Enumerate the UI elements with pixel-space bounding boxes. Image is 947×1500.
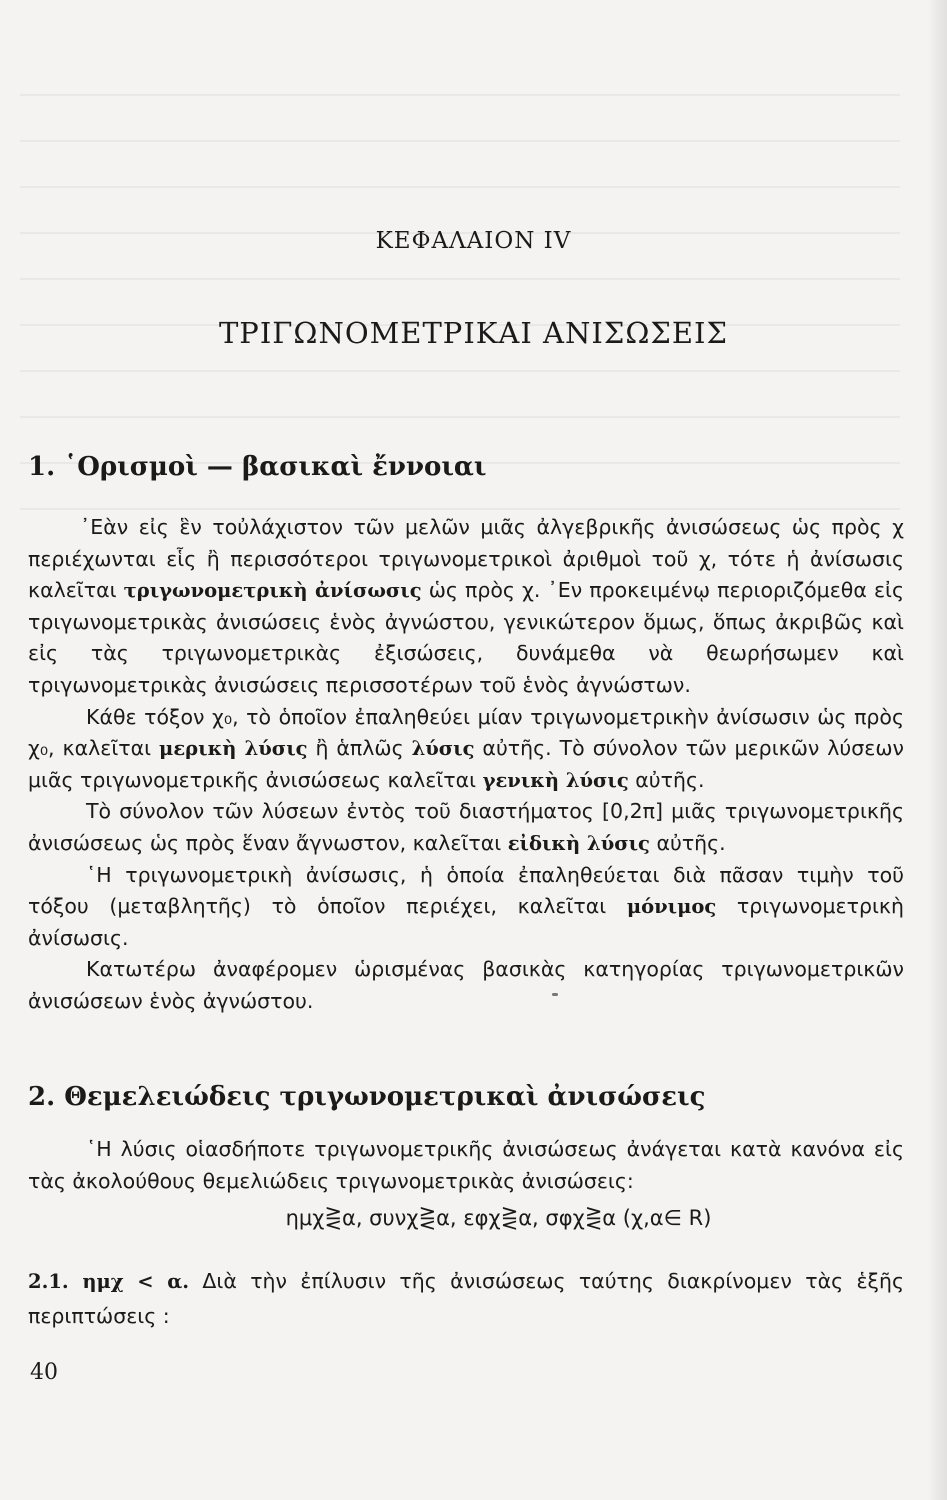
paragraph-5: Κατωτέρω ἀναφέρομεν ὡρισμένας βασικὰς κατηγορίας τριγωνομετρικῶν ἀνισώσεων ἑνὸς ἀγνώστου. — [28, 957, 904, 1013]
paragraph-4: ῾Η τριγωνομετρικὴ ἀνίσωσις, ἡ ὁποία ἐπαληθεύεται διὰ πᾶσαν τιμὴν τοῦ τόξου (μεταβλητῆς) τὸ ὁποῖον περιέχει, καλεῖται μόνιμος τριγωνομετρικὴ ἀνίσωσις. — [28, 862, 904, 950]
paragraph-2: Κάθε τόξον χ₀, τὸ ὁποῖον ἐπαληθεύει μίαν τριγωνομετρικὴν ἀνίσωσιν ὡς πρὸς χ₀, καλεῖται μερικὴ λύσις ἢ ἁπλῶς λύσις αὐτῆς. Τὸ σύνολον τῶν μερικῶν λύσεων μιᾶς τριγωνομετρικῆς ἀνισώσεως καλεῖται γενικὴ λύσις αὐτῆς. — [28, 704, 904, 792]
section-1-body — [28, 512, 904, 1018]
bleed-through-text — [20, 60, 900, 520]
page-number: 40 — [30, 1360, 58, 1385]
section-2-heading: 2. Θεμελειώδεις τριγωνομετρικαὶ ἀνισώσεις — [28, 1082, 706, 1112]
paragraph-1: ᾿Εὰν εἰς ἓν τοὐλάχιστον τῶν μελῶν μιᾶς ἀλγεβρικῆς ἀνισώσεως ὡς πρὸς χ περιέχωνται εἷς ἢ περισσότεροι τριγωνομετρικοὶ ἀριθμοὶ τοῦ χ, τότε ἡ ἀνίσωσις καλεῖται τριγωνομετρικὴ ἀνίσωσις ὡς πρὸς χ. ᾿Εν προκειμένῳ περιοριζόμεθα εἰς τριγωνομετρικὰς ἀνισώσεις ἑνὸς ἀγνώστου, γενικώτερον ὅμως, ὅπως ἀκριβῶς καὶ εἰς τὰς τριγωνομετρικὰς ἐξισώσεις, δυνάμεθα νὰ θεωρήσωμεν καὶ τριγωνομετρικὰς ἀνισώσεις περισσοτέρων τοῦ ἑνὸς ἀγνώστων. — [28, 515, 905, 697]
term-permanent: μόνιμος — [626, 895, 717, 919]
term-general-solution: γενικὴ λύσις — [482, 768, 629, 792]
subsection-label: 2.1. ημχ < α. — [28, 1270, 190, 1293]
page-gutter-shadow — [927, 0, 947, 1500]
term-trig-inequality: τριγωνομετρικὴ ἀνίσωσις — [123, 579, 422, 603]
paragraph-3: Τὸ σύνολον τῶν λύσεων ἐντὸς τοῦ διαστήματος [0,2π] μιᾶς τριγωνομετρικῆς ἀνισώσεως ὡς πρὸς ἕναν ἄγνωστον, καλεῖται εἰδικὴ λύσις αὐτῆς. — [28, 799, 904, 855]
term-solution: λύσις — [411, 737, 475, 761]
fundamental-inequalities-formula: ημχ⋛α, συνχ⋛α, εφχ⋛α, σφχ⋛α (χ,α∈ R) — [285, 1206, 712, 1230]
ink-speck — [552, 993, 558, 996]
subsection-2-1: 2.1. ημχ < α. Διὰ τὴν ἐπίλυσιν τῆς ἀνισώσεως ταύτης διακρίνομεν τὰς ἑξῆς περιπτώσεις : — [28, 1269, 904, 1328]
term-partial-solution: μερικὴ λύσις — [159, 737, 308, 761]
chapter-label: ΚΕΦΑΛΑΙΟΝ IV — [375, 228, 572, 254]
paragraph-6: ῾Η λύσις οἱασδήποτε τριγωνομετρικῆς ἀνισώσεως ἀνάγεται κατὰ κανόνα εἰς τὰς ἀκολούθους θεμελιώδεις τριγωνομετρικὰς ἀνισώσεις: — [28, 1137, 904, 1193]
section-2-body — [28, 1134, 904, 1197]
chapter-title: ΤΡΙΓΩΝΟΜΕΤΡΙΚΑΙ ΑΝΙΣΩΣΕΙΣ — [218, 316, 729, 350]
section-1-heading: 1. ῾Ορισμοὶ — βασικαὶ ἔννοιαι — [28, 452, 487, 482]
term-special-solution: εἰδικὴ λύσις — [507, 831, 650, 855]
